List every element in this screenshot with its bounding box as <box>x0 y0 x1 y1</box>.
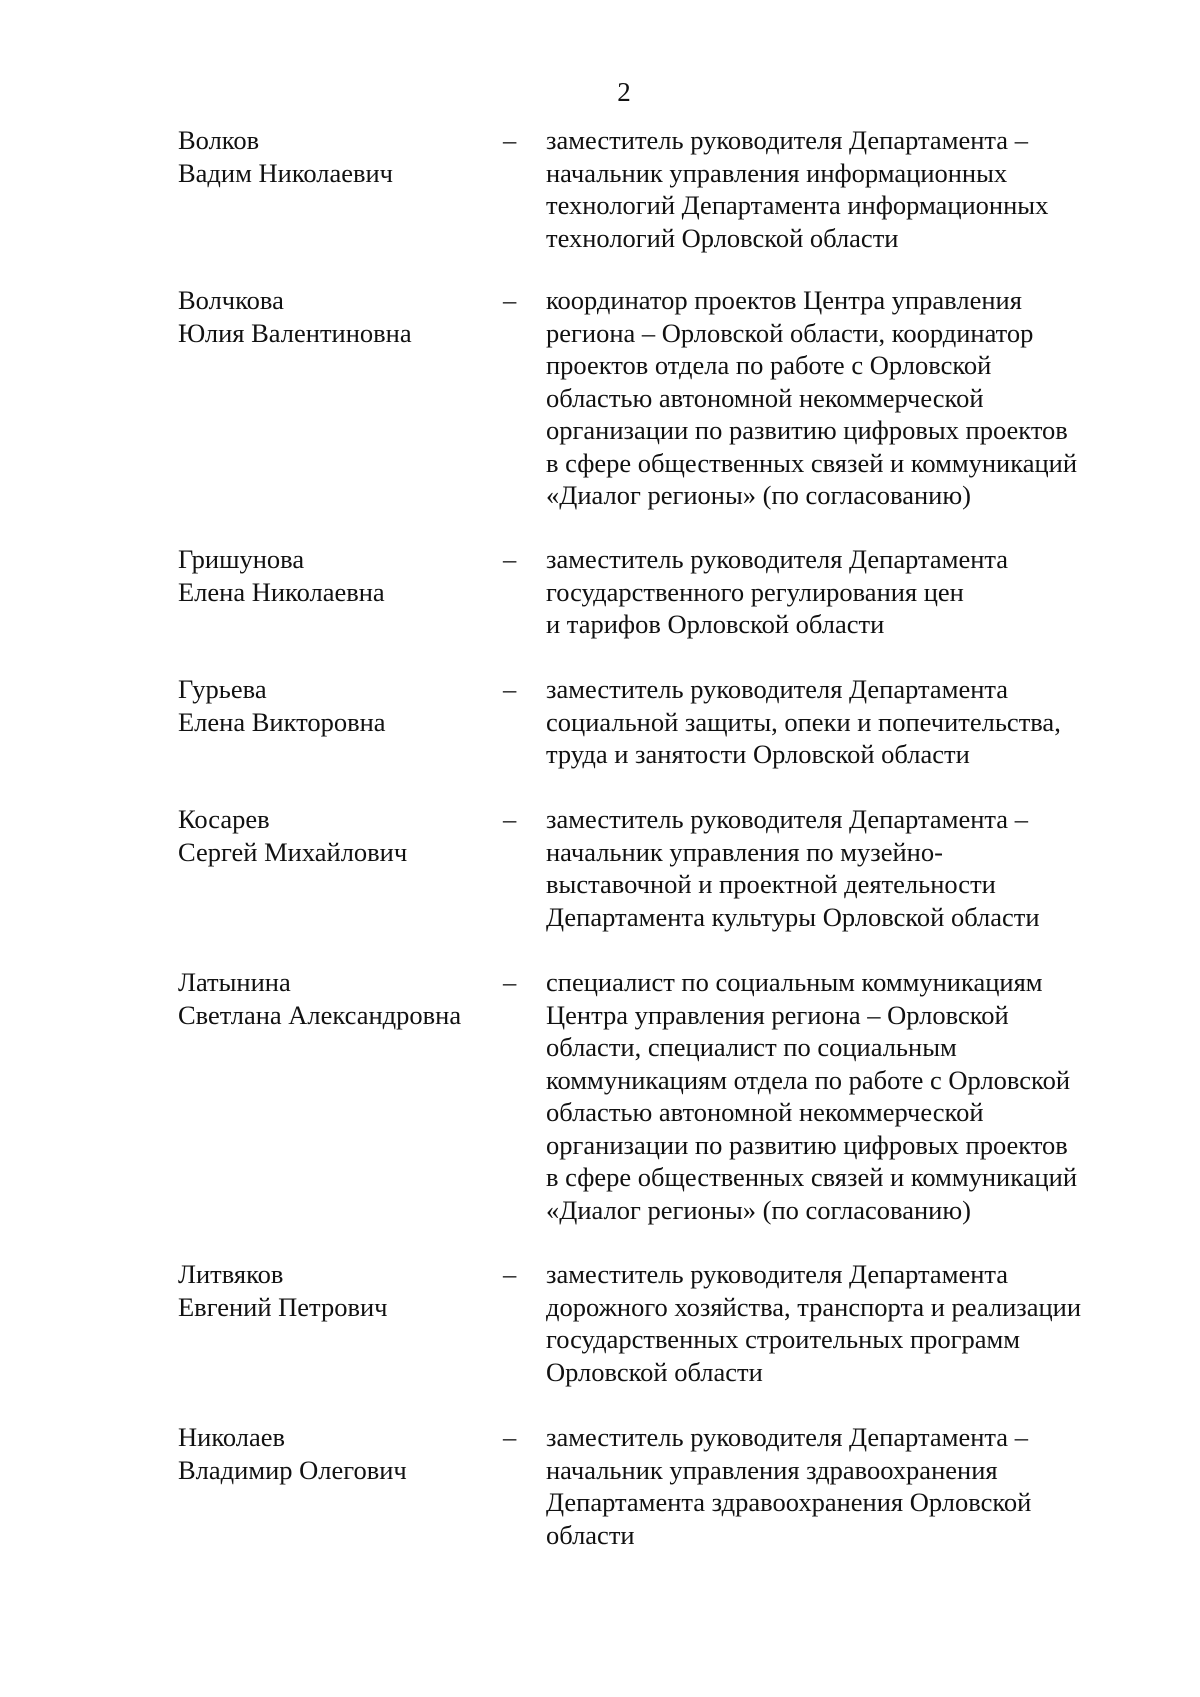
member-position <box>546 673 1136 771</box>
position-line: технологий Департамента информационных <box>546 190 1049 220</box>
position-line: «Диалог регионы» (по согласованию) <box>546 480 971 510</box>
position-line: Центра управления региона – Орловской <box>546 999 1009 1030</box>
member-position <box>546 284 1136 512</box>
position-line: социальной защиты, опеки и попечительства, <box>546 706 1061 737</box>
member-name <box>178 1421 498 1486</box>
position-line: специалист по социальным коммуникациям <box>546 967 1043 997</box>
member-name <box>178 1258 498 1323</box>
position-line: выставочной и проектной деятельности <box>546 869 996 899</box>
member-position <box>546 124 1136 254</box>
position-line: заместитель руководителя Департамента – <box>546 1422 1028 1452</box>
separator-dash: – <box>503 1259 517 1289</box>
member-surname: Латынина <box>178 967 291 997</box>
member-name <box>178 543 498 608</box>
position-line: региона – Орловской области, координатор <box>546 317 1034 348</box>
position-line: области, специалист по социальным <box>546 1032 957 1062</box>
member-given-name: Вадим Николаевич <box>178 157 394 188</box>
position-line: заместитель руководителя Департамента – <box>546 125 1028 155</box>
member-surname: Литвяков <box>178 1259 284 1289</box>
position-line: начальник управления здравоохранения <box>546 1454 998 1485</box>
member-given-name: Евгений Петрович <box>178 1291 388 1322</box>
position-line: технологий Орловской области <box>546 222 899 253</box>
position-line: начальник управления информационных <box>546 157 1008 188</box>
position-line: и тарифов Орловской области <box>546 609 885 639</box>
member-given-name: Владимир Олегович <box>178 1454 407 1485</box>
position-line: государственного регулирования цен <box>546 576 964 607</box>
member-surname: Гришунова <box>178 544 305 574</box>
position-line: заместитель руководителя Департамента <box>546 544 1009 574</box>
member-given-name: Сергей Михайлович <box>178 836 408 867</box>
member-name <box>178 124 498 189</box>
separator-dash: – <box>503 1422 517 1452</box>
member-given-name: Юлия Валентиновна <box>178 317 412 348</box>
separator-dash: – <box>503 544 517 574</box>
separator-dash: – <box>503 125 517 155</box>
separator-dash: – <box>503 285 517 315</box>
member-surname: Николаев <box>178 1422 286 1452</box>
member-position <box>546 966 1136 1226</box>
position-line: коммуникациям отдела по работе с Орловской <box>546 1064 1070 1095</box>
position-line: заместитель руководителя Департамента – <box>546 804 1028 834</box>
position-line: в сфере общественных связей и коммуникаций <box>546 1162 1078 1192</box>
position-line: Департамента здравоохранения Орловской <box>546 1487 1032 1517</box>
position-line: Департамента культуры Орловской области <box>546 901 1040 932</box>
position-line: проектов отдела по работе с Орловской <box>546 350 992 380</box>
member-position <box>546 803 1136 933</box>
position-line: труда и занятости Орловской области <box>546 739 970 769</box>
position-line: организации по развитию цифровых проектов <box>546 415 1068 445</box>
separator-dash: – <box>503 804 517 834</box>
member-position <box>546 543 1136 641</box>
position-line: «Диалог регионы» (по согласованию) <box>546 1194 971 1225</box>
position-line: государственных строительных программ <box>546 1324 1021 1354</box>
position-line: областью автономной некоммерческой <box>546 1097 984 1127</box>
member-position <box>546 1258 1136 1388</box>
position-line: координатор проектов Центра управления <box>546 285 1022 315</box>
member-name <box>178 284 498 349</box>
member-surname: Волков <box>178 125 260 155</box>
member-given-name: Елена Николаевна <box>178 576 385 607</box>
position-line: организации по развитию цифровых проектов <box>546 1129 1068 1160</box>
member-name <box>178 966 498 1031</box>
member-name <box>178 673 498 738</box>
position-line: в сфере общественных связей и коммуникаций <box>546 447 1078 478</box>
member-given-name: Елена Викторовна <box>178 706 386 737</box>
member-surname: Гурьева <box>178 674 267 704</box>
separator-dash: – <box>503 674 517 704</box>
position-line: заместитель руководителя Департамента <box>546 1259 1009 1289</box>
position-line: областью автономной некоммерческой <box>546 382 984 413</box>
member-position <box>546 1421 1136 1551</box>
separator-dash: – <box>503 967 517 997</box>
member-name <box>178 803 498 868</box>
member-surname: Волчкова <box>178 285 284 315</box>
position-line: Орловской области <box>546 1356 763 1387</box>
position-line: дорожного хозяйства, транспорта и реализации <box>546 1291 1082 1322</box>
position-line: начальник управления по музейно- <box>546 836 943 867</box>
page-number: 2 <box>617 77 631 107</box>
position-line: заместитель руководителя Департамента <box>546 674 1009 704</box>
position-line: области <box>546 1519 635 1550</box>
member-surname: Косарев <box>178 804 270 834</box>
member-given-name: Светлана Александровна <box>178 999 462 1030</box>
